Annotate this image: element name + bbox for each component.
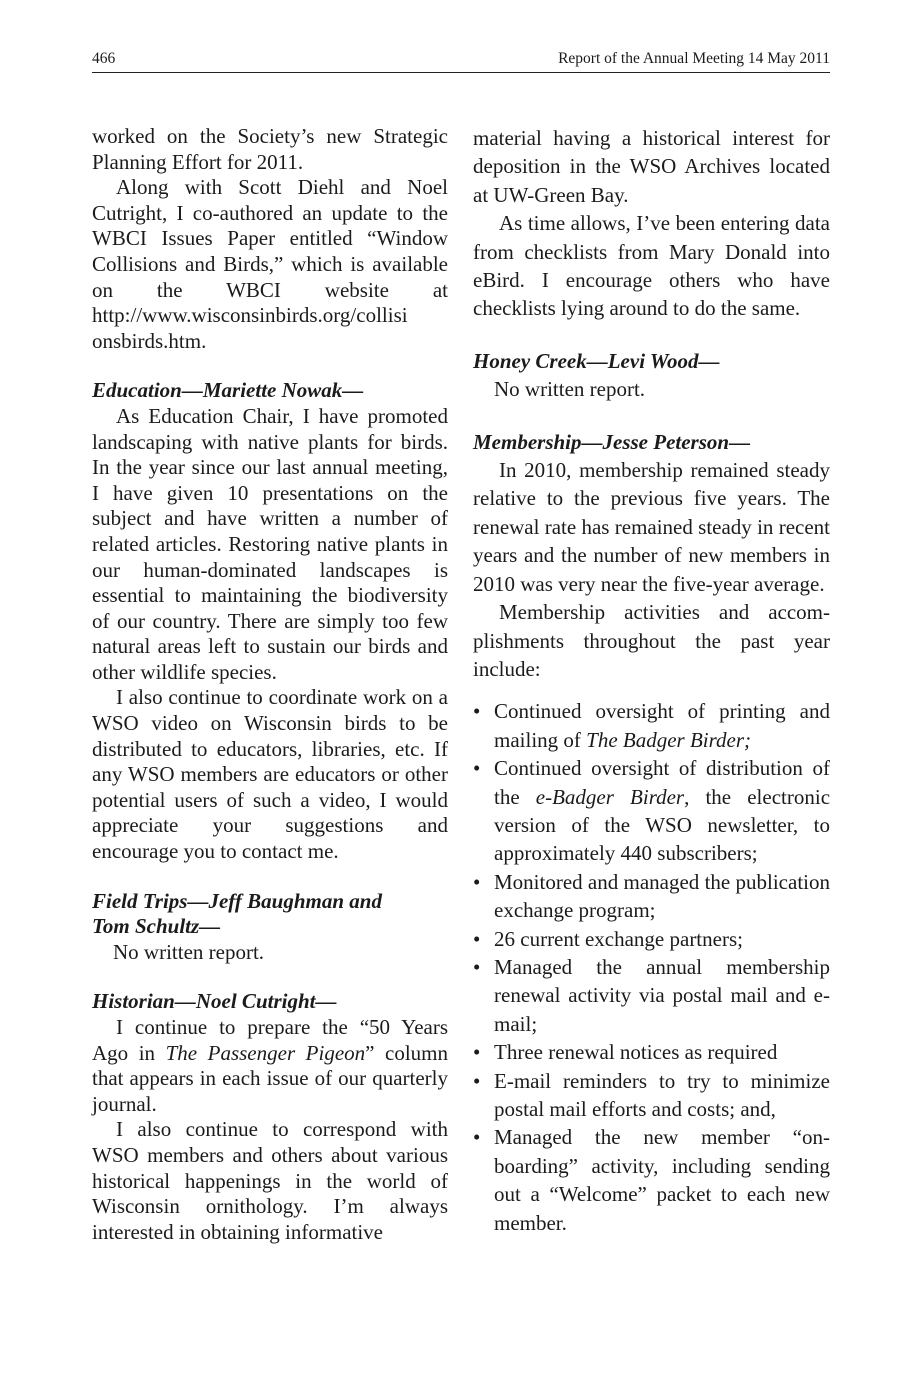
education-paragraph-2: I also continue to coordinate work on a WSO video on Wisconsin birds to be distributed to educators, libraries, etc. If any WSO members are educators or other potential users of such a video, I would appreciate your suggestions and encourage you to contact me. (92, 685, 448, 864)
field-trips-heading-line-1: Field Trips—Jeff Baughman and (92, 888, 382, 913)
right-column (473, 124, 830, 1237)
running-header (92, 50, 830, 73)
page (92, 0, 830, 1380)
honey-creek-section (473, 347, 830, 404)
honey-creek-text: No written report. (494, 377, 646, 402)
passenger-pigeon-title: The Passenger Pigeon (165, 1040, 366, 1065)
bullet-2-text: Continued oversight of distribution of the (494, 756, 830, 809)
e-badger-birder-title: e-Badger Birder (535, 784, 685, 809)
intro-paragraph: worked on the Society’s new Strategic Planning Effort for 2011. (92, 124, 448, 174)
field-trips-heading (92, 889, 448, 940)
education-paragraph-1: As Education Chair, I have promoted landscaping with native plants for birds. In the year since our last annual meeting, I have given 10 presentations on the subject and have written a number of related articles. Restoring native plants in our human-dominated landscapes is essential to maintaining the biodiversity of our country. There are simply too few natural areas left to sustain our birds and other wildlife species. (92, 403, 448, 684)
membership-activities-list (473, 697, 830, 1237)
ebird-paragraph: As time allows, I’ve been entering data from checklists from Mary Donald into eBird. I encourage others who have checklists lying around to do the same. (473, 211, 830, 321)
membership-paragraph-1: In 2010, membership remained steady relative to the previous five years. The renewal rate has remained steady in recent years and the number of new members in 2010 was very near the five-year average. (473, 458, 830, 596)
membership-section (473, 428, 830, 1237)
historian-paragraph-1 (92, 1015, 448, 1117)
historian-p1-after: ” column that appears in each issue of our quarterly journal. (92, 1040, 449, 1116)
membership-heading: Membership—Jesse Peterson— (473, 429, 751, 454)
list-item: • Monitored and managed the publication exchange program; (473, 868, 830, 925)
running-title: Report of the Annual Meeting 14 May 2011 (558, 50, 830, 67)
historian-p1-before: I continue to prepare the “50 Years Ago in (92, 1015, 448, 1065)
membership-paragraph-2: Membership activities and accomplishments throughout the past year include: (473, 600, 830, 681)
historian-paragraph-2: I also continue to correspond with WSO members and others about various historical happenings in the world of Wisconsin ornithology. I’m always interested in obtaining informative (92, 1117, 448, 1244)
page-number: 466 (92, 50, 116, 67)
list-item: • E-mail reminders to try to minimize postal mail efforts and costs; and, (473, 1067, 830, 1124)
field-trips-section (92, 889, 448, 966)
education-section (92, 378, 448, 864)
list-item (473, 754, 830, 868)
historian-section (92, 989, 448, 1245)
list-item (473, 697, 830, 754)
bullet-1-text: Continued oversight of printing and mailing of (494, 699, 830, 752)
continuation-paragraph: material having a historical interest for deposition in the WSO Archives located at UW-Green Bay. (473, 126, 830, 207)
historian-heading: Historian—Noel Cutright— (92, 989, 337, 1014)
list-item: • 26 current exchange partners; (473, 925, 830, 953)
list-item: • Managed the new member “onboarding” activity, including sending out a “Welcome” packet to each new member. (473, 1123, 830, 1237)
bullet-2-after: , the electronic version of the WSO newsletter, to approximately 440 subscribers; (494, 784, 831, 866)
list-item: • Three renewal notices as required (473, 1038, 830, 1066)
list-item: • Managed the annual membership renewal activity via postal mail and e-mail; (473, 953, 830, 1038)
wbci-paragraph: Along with Scott Diehl and Noel Cutright, I co-authored an update to the WBCI Issues Paper entitled “Window Collisions and Birds,” which is available on the WBCI website at http://www.wisconsinbirds.org/collisi​onsbirds.htm. (92, 175, 448, 353)
honey-creek-heading: Honey Creek—Levi Wood— (473, 348, 720, 373)
badger-birder-title: The Badger Birder; (586, 727, 752, 752)
education-heading: Education—Mariette Nowak— (92, 378, 364, 403)
field-trips-text: No written report. (113, 939, 265, 964)
field-trips-heading-line-2: Tom Schultz— (92, 914, 221, 939)
left-column (92, 124, 448, 1245)
